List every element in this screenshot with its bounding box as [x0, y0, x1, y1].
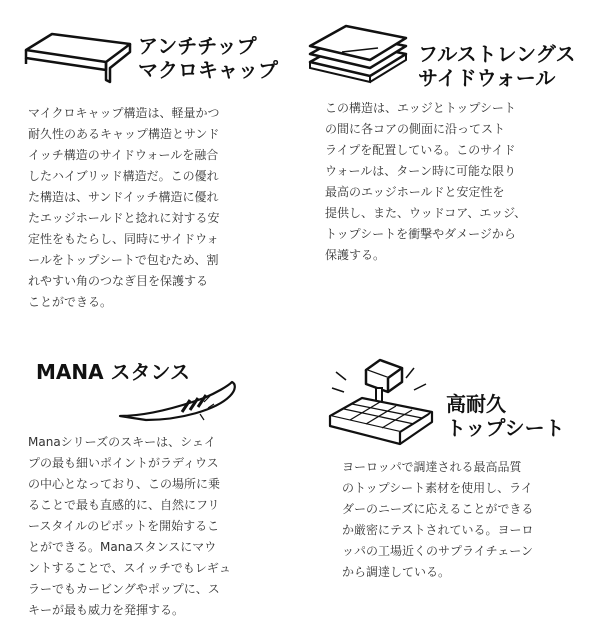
body-line: ールをトップシートで包むため、割: [28, 253, 219, 267]
body-line: キーが最も威力を発揮する。: [28, 603, 185, 617]
body-line: Manaシリーズのスキーは、シェイ: [28, 435, 216, 449]
feature-title-sidewall: [418, 42, 576, 90]
body-line: ラーでもカービングやポップに、ス: [28, 582, 220, 596]
body-line: から調達している。: [342, 565, 451, 579]
feature-title-line: マクロキャップ: [138, 58, 278, 82]
body-line: イッチ構造のサイドウォールを融合: [28, 148, 219, 162]
body-line: の間に各コアの側面に沿ってスト: [325, 122, 506, 136]
feature-title-line: MANA スタンス: [36, 360, 190, 384]
feature-title-line: 高耐久: [446, 392, 506, 416]
body-line: トップシートを衝撃やダメージから: [325, 227, 516, 241]
body-line: したハイブリッド構造だ。この優れ: [28, 169, 219, 183]
body-line: の中心となっており、この場所に乗: [28, 477, 221, 491]
body-line: ことができる。: [28, 295, 113, 309]
body-line: 保護する。: [325, 248, 386, 262]
body-line: ウォールは、ターン時に可能な限り: [325, 164, 517, 178]
feature-title-line: アンチチップ: [138, 34, 257, 58]
hammer-topsheet-icon: [322, 354, 442, 450]
body-line: ることで最も直感的に、自然にフリ: [28, 498, 220, 512]
layered-sidewall-icon: [306, 18, 414, 88]
body-line: 定性をもたらし、同時にサイドウォ: [28, 232, 219, 246]
body-line: のトップシート素材を使用し、ライ: [342, 481, 533, 495]
body-line: 提供し、また、ウッドコア、エッジ、: [325, 206, 527, 220]
body-line: た構造は、サンドイッチ構造に優れ: [28, 190, 219, 204]
body-line: たエッジホールドと捻れに対する安: [28, 211, 220, 225]
body-line: プの最も細いポイントがラディウス: [28, 456, 219, 470]
feature-body-stance: [28, 432, 231, 621]
body-line: か厳密にテストされている。ヨーロ: [342, 523, 534, 537]
body-line: マイクロキャップ構造は、軽量かつ: [28, 106, 220, 120]
body-line: この構造は、エッジとトップシート: [325, 101, 516, 115]
feature-body-cap: [28, 103, 220, 313]
body-line: ダーのニーズに応えることができる: [342, 502, 534, 516]
ski-stance-icon: [116, 376, 240, 424]
feature-title-line: サイドウォール: [418, 66, 556, 90]
body-line: 最高のエッジホールドと安定性を: [325, 185, 505, 199]
body-line: ッパの工場近くのサプライチェーン: [342, 544, 534, 558]
body-line: ヨーロッパで調達される最高品質: [342, 460, 522, 474]
body-line: ースタイルのピボットを開始するこ: [28, 519, 220, 533]
feature-title-line: トップシート: [446, 416, 565, 440]
cap-structure-icon: [22, 28, 134, 84]
feature-title-topsheet: [446, 392, 565, 440]
feature-body-topsheet: [342, 457, 534, 583]
feature-title-cap: [138, 34, 278, 82]
body-line: ントすることで、スイッチでもレギュ: [28, 561, 231, 575]
feature-title-line: フルストレングス: [418, 42, 576, 66]
body-line: 耐久性のあるキャップ構造とサンド: [28, 127, 220, 141]
body-line: とができる。Manaスタンスにマウ: [28, 540, 217, 554]
feature-body-sidewall: [325, 98, 526, 266]
body-line: ライプを配置している。このサイド: [325, 143, 516, 157]
body-line: れやすい角のつなぎ目を保護する: [28, 274, 209, 288]
